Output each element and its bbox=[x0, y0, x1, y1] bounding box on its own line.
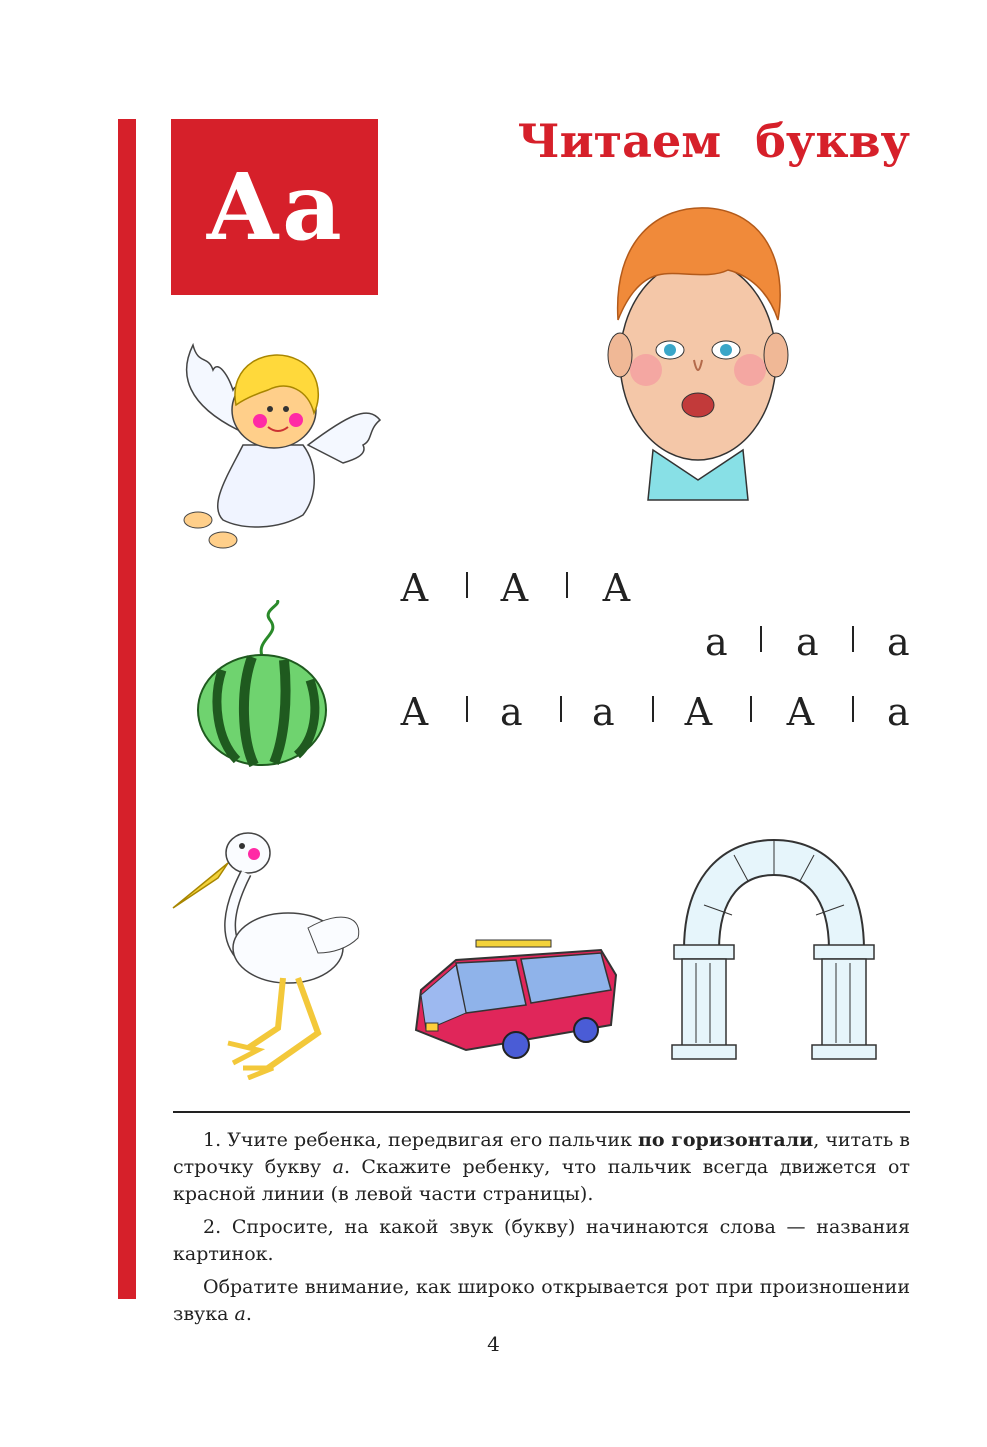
text: . bbox=[245, 1303, 252, 1325]
separator-tick bbox=[566, 572, 568, 598]
section-divider bbox=[173, 1111, 910, 1113]
stork-illustration bbox=[168, 818, 368, 1080]
text: . Скажите ребенку, что пальчик всегда движется от красной линии (в левой части страницы). bbox=[173, 1156, 910, 1205]
text: Обратите внимание, как широко открывается рот при произношении звука bbox=[173, 1276, 910, 1325]
letter: А bbox=[786, 690, 815, 734]
letter: А bbox=[400, 690, 429, 734]
letter-row-3 bbox=[0, 690, 987, 734]
text: 1. Учите ребенка, передвигая его пальчик bbox=[203, 1129, 639, 1151]
separator-tick bbox=[466, 572, 468, 598]
boy-face-illustration bbox=[598, 200, 798, 505]
letter: а bbox=[592, 690, 615, 734]
instruction-2: 2. Спросите, на какой звук (букву) начинаются слова — названия картинок. bbox=[173, 1216, 910, 1265]
page-number: 4 bbox=[487, 1332, 500, 1356]
letter-italic: а bbox=[332, 1156, 344, 1178]
separator-tick bbox=[852, 626, 854, 652]
letter: А bbox=[500, 566, 529, 610]
separator-tick bbox=[852, 696, 854, 722]
bold-text: по горизонтали bbox=[638, 1129, 814, 1151]
separator-tick bbox=[560, 696, 562, 722]
instructions bbox=[173, 1127, 910, 1334]
letter: а bbox=[887, 690, 910, 734]
text: , читать в строчку букву bbox=[173, 1129, 911, 1178]
instruction-1 bbox=[173, 1127, 910, 1208]
letter-row-1 bbox=[0, 566, 987, 610]
letter: А bbox=[400, 566, 429, 610]
letter-italic: а bbox=[234, 1303, 246, 1325]
bus-illustration bbox=[406, 935, 621, 1065]
angel-illustration bbox=[168, 335, 383, 553]
letter: а bbox=[500, 690, 523, 734]
separator-tick bbox=[466, 696, 468, 722]
letter: А bbox=[602, 566, 631, 610]
letter: а bbox=[796, 620, 819, 664]
letter-block-text: Аа bbox=[205, 153, 344, 261]
separator-tick bbox=[760, 626, 762, 652]
letter: а bbox=[705, 620, 728, 664]
watermelon-illustration bbox=[192, 600, 332, 770]
instruction-3 bbox=[173, 1274, 910, 1328]
letter-row-2 bbox=[0, 620, 987, 664]
letter: а bbox=[887, 620, 910, 664]
separator-tick bbox=[652, 696, 654, 722]
page-title: Читаем букву bbox=[517, 114, 910, 168]
letter-block bbox=[171, 119, 378, 295]
arch-illustration bbox=[664, 835, 884, 1065]
separator-tick bbox=[750, 696, 752, 722]
letter: А bbox=[684, 690, 713, 734]
